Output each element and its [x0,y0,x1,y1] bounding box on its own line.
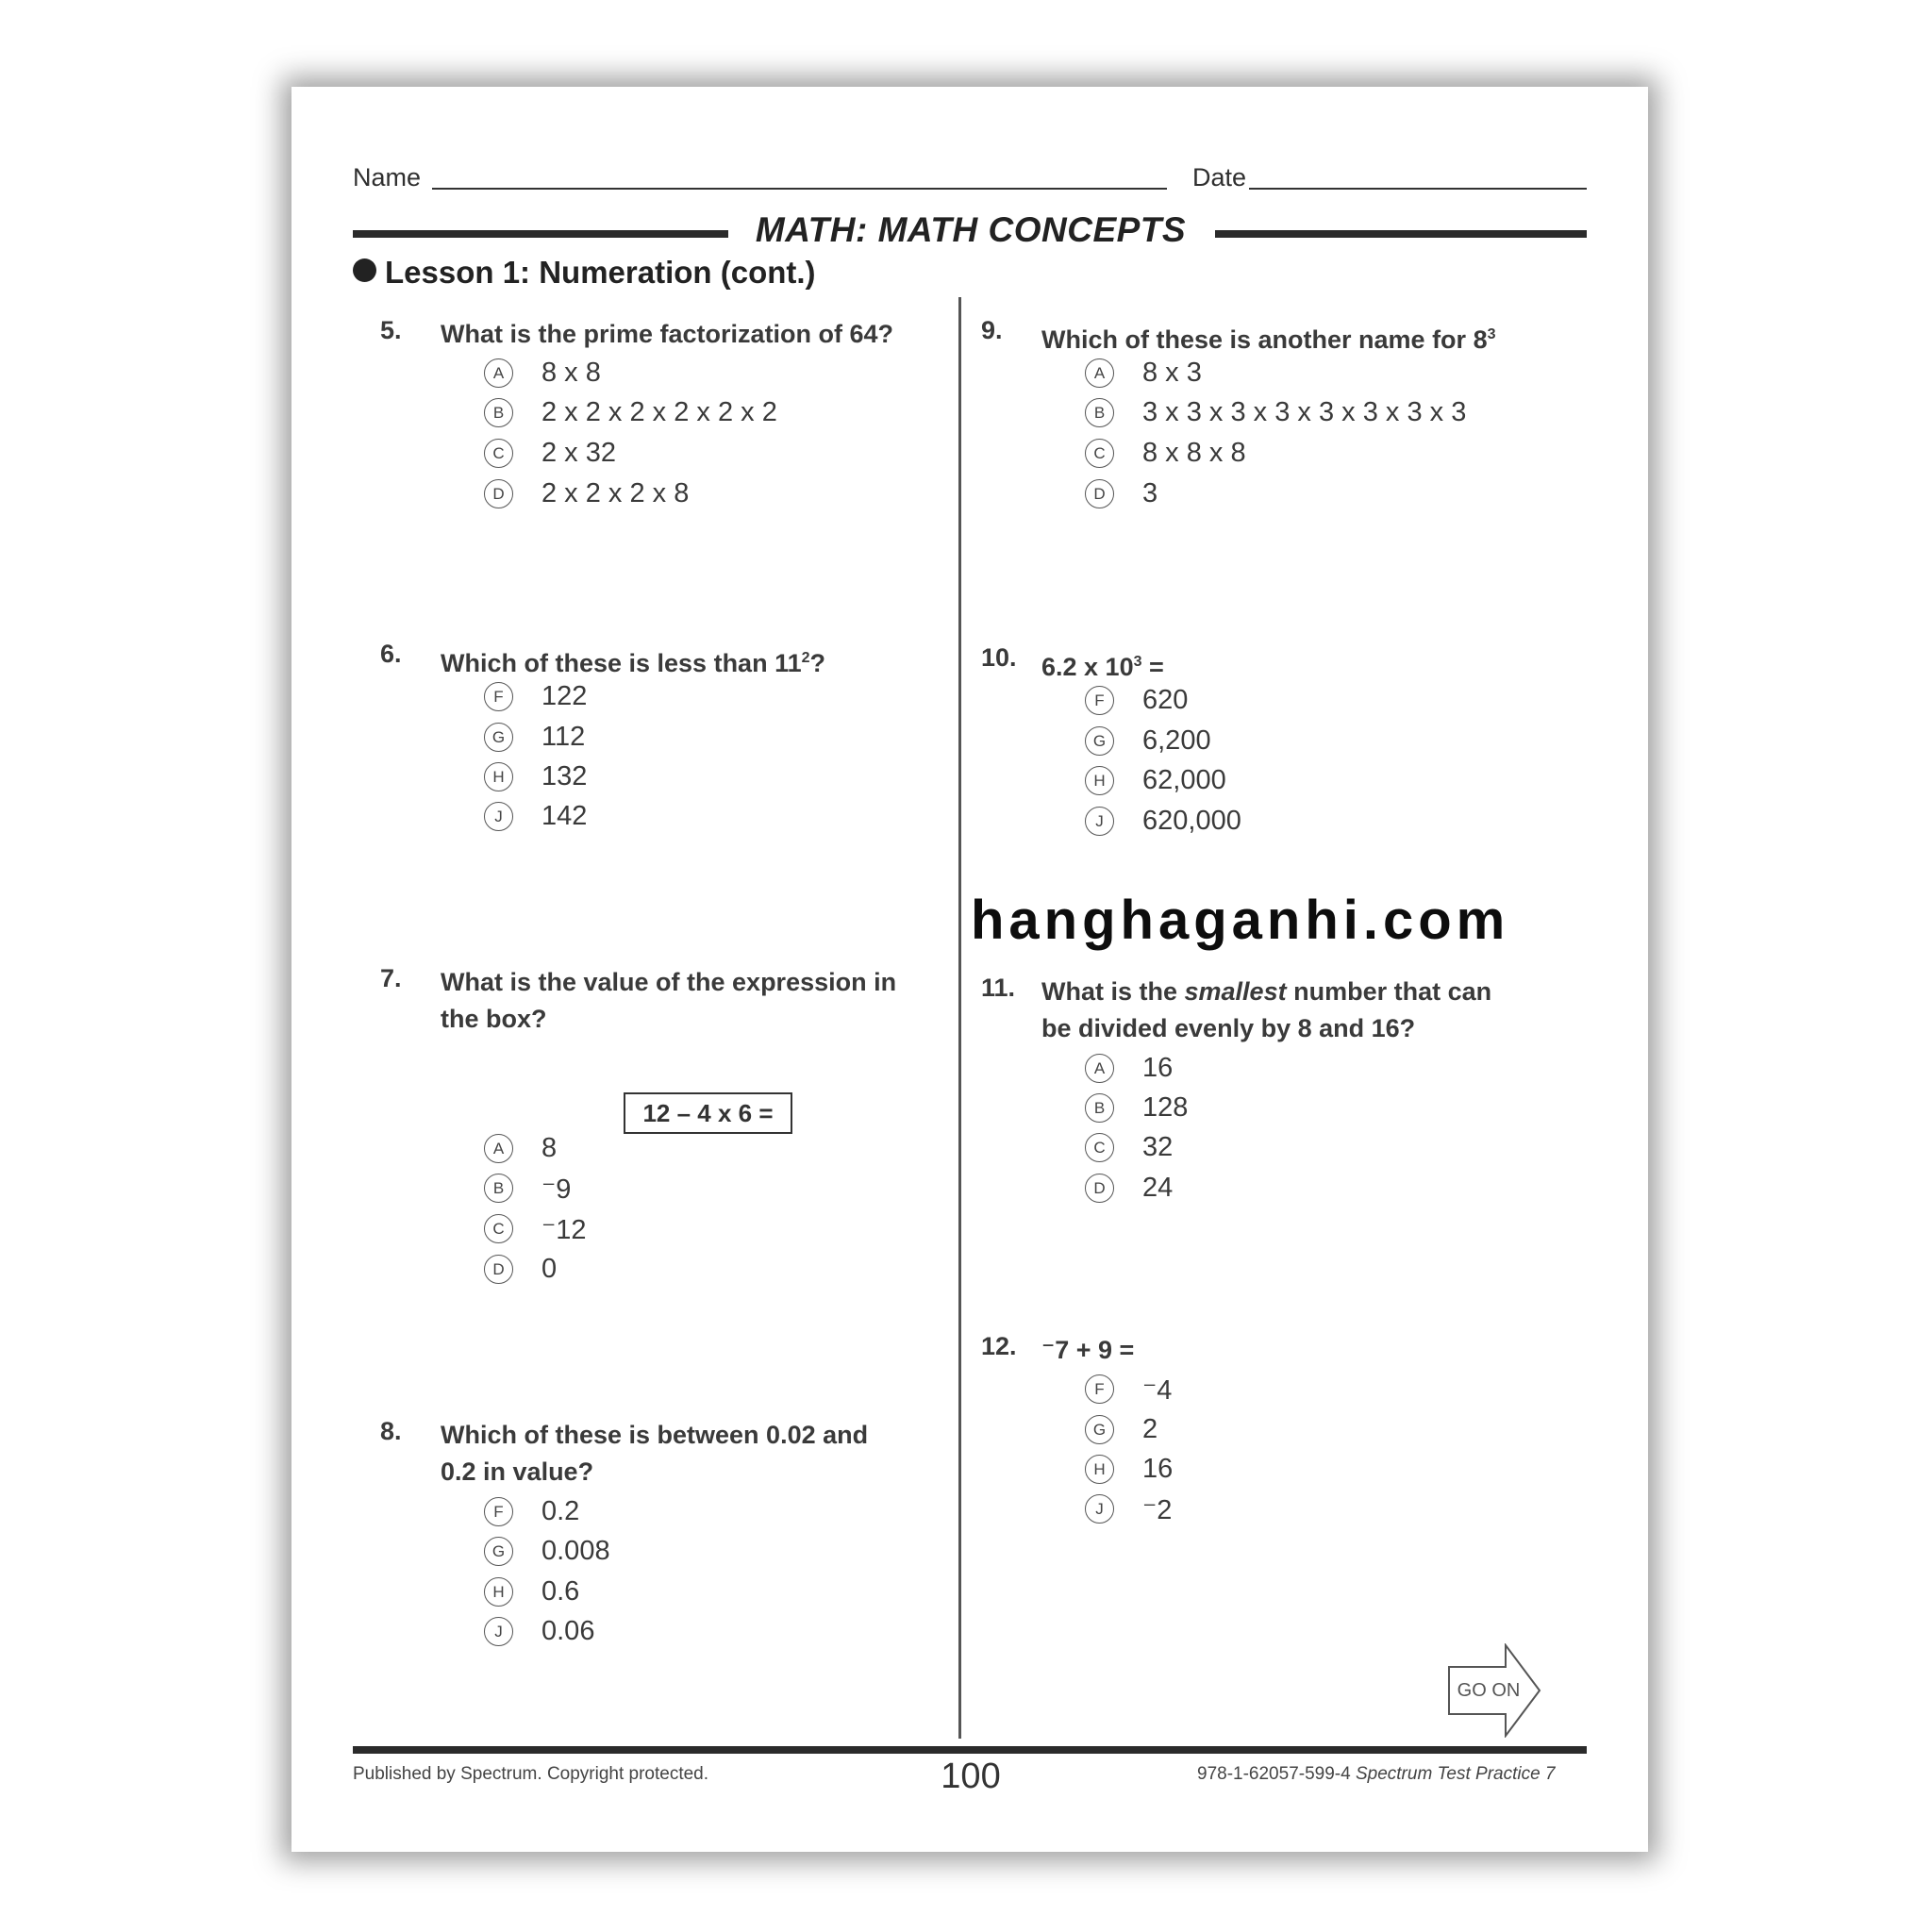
answer-bubble-a[interactable]: A [484,358,513,388]
answer-text: 24 [1142,1173,1174,1203]
lesson-title-text: Lesson 1: Numeration (cont.) [385,255,816,290]
go-on-arrow[interactable] [1447,1643,1541,1738]
answer-bubble-c[interactable]: C [484,439,513,468]
question-text: 6.2 x $10^3$ = [1041,653,1164,681]
question-text: What is the smallest number that can be divided evenly by 8 and 16? [1041,977,1492,1042]
answer-text: 16 [1142,1053,1174,1083]
question-text: Which of these is less than $11^2$? [441,649,826,677]
answer-text: 0 [541,1254,558,1284]
answer-text: 128 [1142,1092,1189,1123]
answer-text: 3 x 3 x 3 x 3 x 3 x 3 x 3 x 3 [1142,397,1467,427]
answer-bubble-c[interactable]: C [1085,439,1114,468]
question-number: 6. [380,640,402,668]
answer-bubble-j[interactable]: J [1085,1494,1114,1524]
go-on-label: GO ON [1457,1680,1521,1701]
name-label: Name [353,163,422,192]
question-number: 9. [981,316,1003,344]
bullet-icon [353,258,376,282]
answer-text: 0.06 [541,1616,595,1646]
answer-text: 132 [541,761,588,791]
date-label: Date [1192,163,1247,192]
question-text: What is the prime factorization of 64? [441,320,894,348]
answer-bubble-a[interactable]: A [484,1134,513,1163]
question-text: Which of these is between 0.02 and 0.2 in value? [441,1421,869,1486]
answer-text: 0.2 [541,1496,580,1526]
footer-rule [353,1746,1587,1754]
question-number: 12. [981,1332,1017,1360]
answer-bubble-c[interactable]: C [484,1214,513,1243]
answer-bubble-d[interactable]: D [484,479,513,508]
lesson-title [353,255,816,291]
question-text: ⁻7 + 9 = [1041,1336,1135,1364]
answer-text: ⁻9 [541,1174,572,1205]
answer-text: 0.008 [541,1536,610,1566]
answer-text: ⁻4 [1142,1375,1173,1406]
answer-text: 2 x 32 [541,438,616,468]
worksheet-page [291,87,1648,1852]
answer-text: 620 [1142,685,1189,715]
answer-bubble-h[interactable]: H [1085,1455,1114,1484]
answer-bubble-h[interactable]: H [484,762,513,791]
book-title: Spectrum Test Practice 7 [1355,1764,1556,1784]
answer-text: 2 x 2 x 2 x 8 [541,478,690,508]
column-divider [958,297,961,1739]
answer-text: 122 [541,681,588,711]
question-text: Which of these is another name for $8^3$ [1041,325,1496,354]
answer-text: 142 [541,801,588,831]
answer-text: 620,000 [1142,806,1241,836]
answer-text: ⁻12 [541,1215,587,1245]
answer-text: 16 [1142,1454,1174,1484]
title-rule-right [1215,230,1587,238]
question-number: 8. [380,1417,402,1445]
watermark-text: hanghaganhi.com [971,890,1510,951]
question-number: 5. [380,316,402,344]
answer-bubble-d[interactable]: D [1085,479,1114,508]
answer-text: 2 x 2 x 2 x 2 x 2 x 2 [541,397,777,427]
book-info [1197,1764,1556,1785]
answer-bubble-h[interactable]: H [1085,766,1114,795]
answer-text: 0.6 [541,1576,580,1607]
answer-bubble-c[interactable]: C [1085,1133,1114,1162]
answer-bubble-g[interactable]: G [484,723,513,752]
answer-text: 8 x 8 [541,358,601,388]
answer-bubble-a[interactable]: A [1085,1054,1114,1083]
answer-text: 112 [541,722,586,752]
question-number: 7. [380,964,402,992]
answer-text: 32 [1142,1132,1174,1162]
answer-bubble-a[interactable]: A [1085,358,1114,388]
answer-bubble-f[interactable]: F [1085,686,1114,715]
answer-bubble-f[interactable]: F [484,682,513,711]
answer-bubble-d[interactable]: D [484,1255,513,1284]
answer-text: ⁻2 [1142,1495,1173,1525]
answer-bubble-j[interactable]: J [484,802,513,831]
answer-bubble-g[interactable]: G [1085,1415,1114,1444]
answer-bubble-g[interactable]: G [1085,726,1114,756]
answer-bubble-b[interactable]: B [1085,1093,1114,1123]
answer-text: 8 [541,1133,558,1163]
expression-box: 12 – 4 x 6 = [624,1092,792,1134]
name-line [432,188,1167,190]
answer-text: 62,000 [1142,765,1226,795]
answer-bubble-h[interactable]: H [484,1577,513,1607]
page-number: 100 [941,1757,1001,1796]
isbn: 978-1-62057-599-4 [1197,1764,1356,1784]
question-text: What is the value of the expression in the box? [441,968,897,1033]
title-rule-left [353,230,728,238]
answer-bubble-f[interactable]: F [1085,1374,1114,1404]
question-number: 10. [981,643,1017,672]
answer-text: 8 x 3 [1142,358,1202,388]
answer-text: 8 x 8 x 8 [1142,438,1246,468]
answer-text: 6,200 [1142,725,1211,756]
answer-bubble-b[interactable]: B [484,398,513,427]
publisher-text: Published by Spectrum. Copyright protected. [353,1764,709,1784]
answer-bubble-b[interactable]: B [1085,398,1114,427]
answer-bubble-j[interactable]: J [484,1617,513,1646]
answer-text: 3 [1142,478,1158,508]
section-title: MATH: MATH CONCEPTS [755,210,1187,249]
answer-bubble-f[interactable]: F [484,1497,513,1526]
question-number: 11. [981,974,1016,1002]
answer-bubble-j[interactable]: J [1085,807,1114,836]
answer-bubble-g[interactable]: G [484,1537,513,1566]
answer-bubble-d[interactable]: D [1085,1174,1114,1203]
answer-text: 2 [1142,1414,1158,1444]
answer-bubble-b[interactable]: B [484,1174,513,1203]
date-line [1249,188,1587,190]
arrow-right-icon [1447,1643,1541,1738]
